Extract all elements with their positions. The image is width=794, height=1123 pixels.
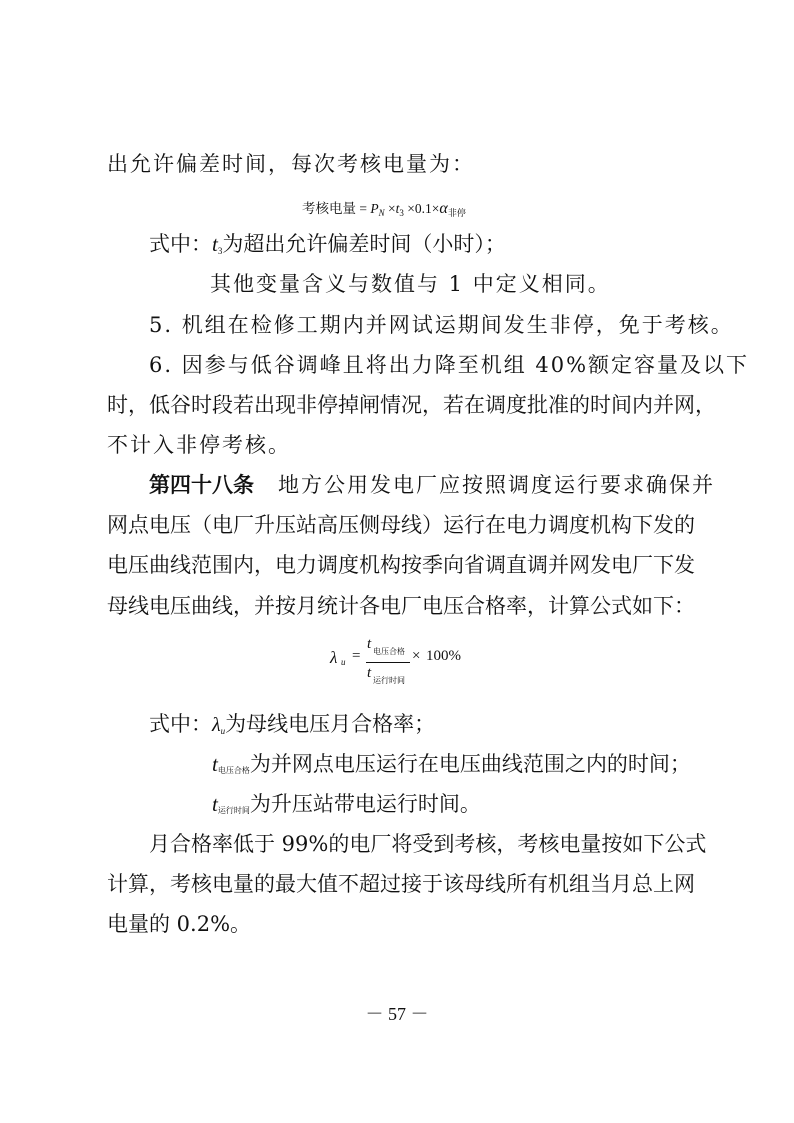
paragraph-line: 出允许偏差时间，每次考核电量为： <box>107 152 475 176</box>
where-line: 式中：λu为母线电压月合格率； <box>149 712 436 736</box>
paragraph-line: 电压曲线范围内，电力调度机构按季向省调直调并网发电厂下发 <box>107 553 695 577</box>
assessment-formula: 考核电量 = $P_N \times t_3 \times 0.1\times\alpha_{非停}$ <box>302 200 466 218</box>
definition-line: t运行时间为升压站带电运行时间。 <box>212 792 481 816</box>
where-line: 式中：t3为超出允许偏差时间（小时）； <box>149 232 506 256</box>
fraction-bar <box>366 662 410 663</box>
paragraph-line: 网点电压（电厂升压站高压侧母线）运行在电力调度机构下发的 <box>107 513 695 537</box>
page-number: － 57 － <box>365 1004 429 1024</box>
paragraph-line: 6. 因参与低谷调峰且将出力降至机组 40%额定容量及以下 <box>149 353 750 377</box>
paragraph-line: 计算，考核电量的最大值不超过接于该母线所有机组当月总上网 <box>107 872 695 896</box>
paragraph-line: 电量的 0.2%。 <box>107 912 252 936</box>
article-heading: 第四十八条 <box>149 472 254 497</box>
paragraph-line: 时，低谷时段若出现非停掉闸情况，若在调度批准的时间内并网， <box>107 393 716 417</box>
formula-lhs: 考核电量 <box>302 201 356 216</box>
definition-line: t电压合格为并网点电压运行在电压曲线范围之内的时间； <box>212 752 691 776</box>
article-48-line: 第四十八条 地方公用发电厂应按照调度运行要求确保并 <box>149 472 715 497</box>
paragraph-line: 不计入非停考核。 <box>107 433 291 457</box>
paragraph-line: 月合格率低于 99%的电厂将受到考核，考核电量按如下公式 <box>149 832 707 856</box>
paragraph-line: 其他变量含义与数值与 1 中定义相同。 <box>210 272 611 296</box>
paragraph-line: 5. 机组在检修工期内并网试运期间发生非停，免于考核。 <box>149 313 734 337</box>
paragraph-line: 母线电压曲线，并按月统计各电厂电压合格率，计算公式如下： <box>107 594 695 618</box>
